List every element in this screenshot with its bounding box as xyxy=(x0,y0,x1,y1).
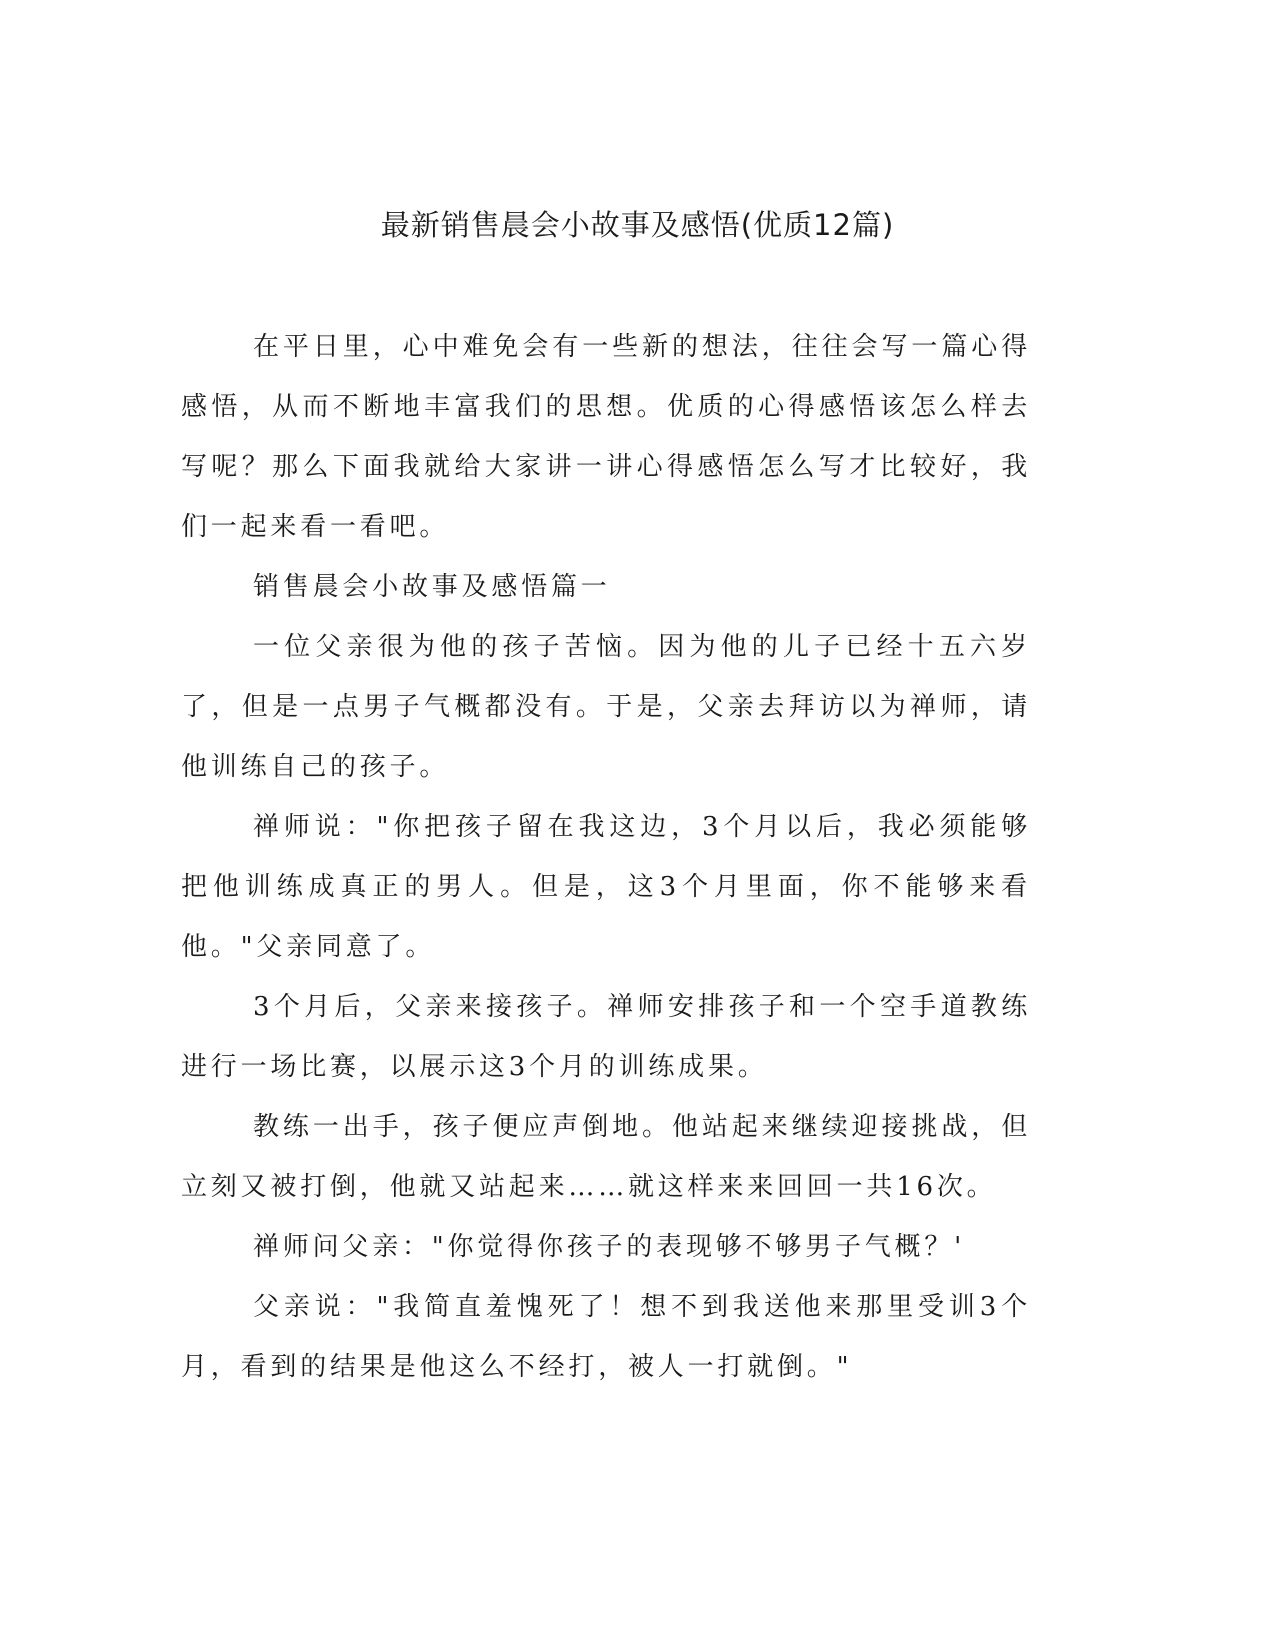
document-title: 最新销售晨会小故事及感悟(优质12篇) xyxy=(380,208,895,242)
paragraph: 教练一出手，孩子便应声倒地。他站起来继续迎接挑战，但立刻又被打倒，他就又站起来……就这样来来回回一共16次。 xyxy=(181,1112,1031,1202)
paragraph: 禅师说："你把孩子留在我这边，3个月以后，我必须能够把他训练成真正的男人。但是，这3个月里面，你不能够来看他。"父亲同意了。 xyxy=(181,812,1031,962)
paragraph: 3个月后，父亲来接孩子。禅师安排孩子和一个空手道教练进行一场比赛，以展示这3个月的训练成果。 xyxy=(181,992,1031,1082)
paragraph: 禅师问父亲："你觉得你孩子的表现够不够男子气概？' xyxy=(253,1232,966,1262)
paragraph-intro: 在平日里，心中难免会有一些新的想法，往往会写一篇心得感悟，从而不断地丰富我们的思想。优质的心得感悟该怎么样去写呢？那么下面我就给大家讲一讲心得感悟怎么写才比较好，我们一起来看一看吧。 xyxy=(181,332,1031,542)
paragraph: 父亲说："我简直羞愧死了！想不到我送他来那里受训3个月，看到的结果是他这么不经打，被人一打就倒。" xyxy=(181,1292,1031,1382)
section-heading: 销售晨会小故事及感悟篇一 xyxy=(253,572,611,602)
paragraph: 一位父亲很为他的孩子苦恼。因为他的儿子已经十五六岁了，但是一点男子气概都没有。于是，父亲去拜访以为禅师，请他训练自己的孩子。 xyxy=(181,632,1031,782)
document-body xyxy=(181,317,1031,1397)
